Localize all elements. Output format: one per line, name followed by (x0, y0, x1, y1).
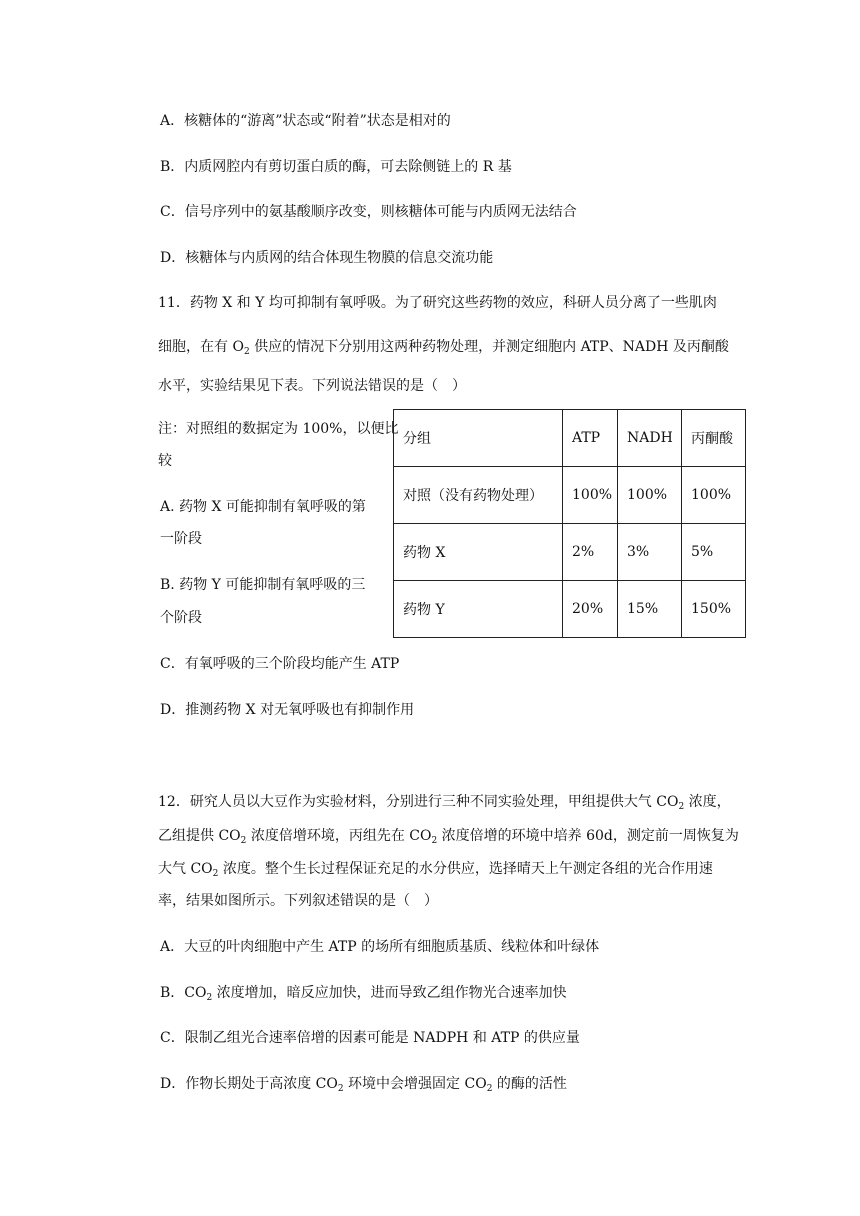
q11-note-line1: 注：对照组的数据定为 100%，以便比 (158, 421, 399, 437)
q10-option-b: B．内质网腔内有剪切蛋白质的酶，可去除侧链上的 R 基 (160, 159, 512, 175)
table-cell: 20% (563, 581, 618, 638)
table-cell: 对照（没有药物处理） (394, 467, 563, 524)
q12-stem-line4: 率，结果如图所示。下列叙述错误的是（ ） (158, 893, 438, 909)
q11-option-d: D．推测药物 X 对无氧呼吸也有抑制作用 (160, 702, 415, 718)
table-cell: 100% (682, 467, 746, 524)
q12-option-d: D．作物长期处于高浓度 $CO_2$ 环境中会增强固定 $CO_2$ 的酶的活性 (160, 1076, 567, 1094)
table-cell: 药物 X (394, 524, 563, 581)
table-cell: 5% (682, 524, 746, 581)
table-header-cell: ATP (563, 410, 618, 467)
table-cell: 15% (618, 581, 682, 638)
table-header-cell: 丙酮酸 (682, 410, 746, 467)
q11-results-table (393, 409, 746, 638)
q11-stem-line3: 水平，实验结果见下表。下列说法错误的是（ ） (158, 378, 466, 394)
q11-option-c: C．有氧呼吸的三个阶段均能产生 ATP (160, 656, 400, 672)
table-cell: 药物 Y (394, 581, 563, 638)
q12-stem-line2: 乙组提供 $CO_2$ 浓度倍增环境，丙组先在 $CO_2$ 浓度倍增的环境中培养 60d，测定前一周恢复为 (158, 828, 739, 846)
q10-option-c: C．信号序列中的氨基酸顺序改变，则核糖体可能与内质网无法结合 (160, 204, 577, 220)
table-header-row (394, 410, 746, 467)
table-cell: 2% (563, 524, 618, 581)
table-header-cell: 分组 (394, 410, 563, 467)
table-row (394, 581, 746, 638)
q11-stem-line2: 细胞，在有 $O_2$ 供应的情况下分别用这两种药物处理，并测定细胞内 ATP、NADH 及丙酮酸 (158, 339, 729, 357)
table-header-cell: NADH (618, 410, 682, 467)
q11-option-b-line2: 个阶段 (160, 610, 202, 626)
q11-option-a-line1: A. 药物 X 可能抑制有氧呼吸的第 (160, 499, 366, 515)
q12-option-b: B．$CO_2$ 浓度增加，暗反应加快，进而导致乙组作物光合速率加快 (160, 985, 567, 1003)
q10-option-d: D．核糖体与内质网的结合体现生物膜的信息交流功能 (160, 250, 494, 266)
q11-option-b-line1: B. 药物 Y 可能抑制有氧呼吸的三 (160, 577, 366, 593)
table-cell: 100% (563, 467, 618, 524)
q12-stem-line3: 大气 $CO_2$ 浓度。整个生长过程保证充足的水分供应，选择晴天上午测定各组的光合作用速 (158, 861, 713, 879)
q11-stem-line1: 11．药物 X 和 Y 均可抑制有氧呼吸。为了研究这些药物的效应，科研人员分离了一些肌肉 (158, 295, 717, 311)
table-cell: 100% (618, 467, 682, 524)
table-row (394, 524, 746, 581)
q12-option-c: C．限制乙组光合速率倍增的因素可能是 NADPH 和 ATP 的供应量 (160, 1030, 580, 1046)
table-row (394, 467, 746, 524)
q12-option-a: A．大豆的叶肉细胞中产生 ATP 的场所有细胞质基质、线粒体和叶绿体 (160, 939, 600, 955)
q11-note-line2: 较 (158, 453, 172, 469)
q12-stem-line1: 12．研究人员以大豆作为实验材料，分别进行三种不同实验处理，甲组提供大气 $CO_2$ 浓度， (158, 794, 731, 812)
q11-option-a-line2: 一阶段 (160, 531, 202, 547)
q10-option-a: A．核糖体的“游离”状态或“附着”状态是相对的 (160, 113, 451, 129)
table-cell: 3% (618, 524, 682, 581)
table-cell: 150% (682, 581, 746, 638)
